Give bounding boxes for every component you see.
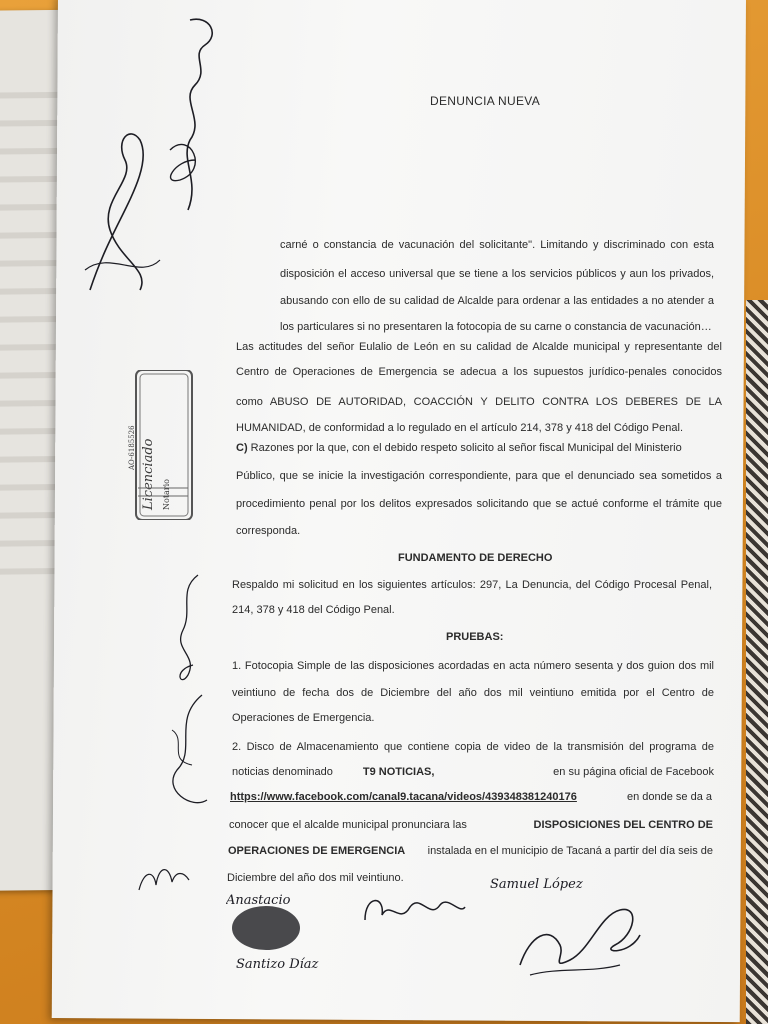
text-line: Operaciones de Emergencia. [232, 712, 375, 724]
para-label: C) [236, 442, 248, 454]
text-span: Razones por la que, con el debido respeto solicito al señor fiscal Municipal del Ministerio [247, 442, 682, 454]
text-line: disposición el acceso universal que se tiene a los servicios públicos y aun los privados, [280, 268, 714, 280]
stamp-line-1: Licenciado [141, 438, 156, 510]
emphasis-text: HUMANIDAD [236, 422, 303, 434]
text-line: 2. Disco de Almacenamiento que contiene copia de video de la transmisión del programa de [232, 741, 714, 753]
fingerprint-signature [226, 888, 366, 978]
text-line: veintiuno de fecha dos de Diciembre del año dos mil veintiuno emitida por el Centro de [232, 687, 714, 699]
section-heading-fundamento: FUNDAMENTO DE DERECHO [398, 552, 553, 564]
section-heading-pruebas: PRUEBAS: [446, 631, 504, 643]
text-span: noticias denominado [232, 766, 333, 778]
text-line [229, 818, 713, 832]
text-line [236, 421, 683, 435]
text-span: en su página oficial de Facebook [553, 766, 714, 778]
text-line: los particulares si no presentaren la fotocopia de su carne o constancia de vacunación… [280, 321, 712, 333]
emphasis-text: DISPOSICIONES DEL CENTRO DE [533, 819, 713, 831]
text-line: corresponda. [236, 525, 301, 537]
text-line: Centro de Operaciones de Emergencia se adecua a los supuestos jurídico-penales conocidos [236, 366, 722, 378]
signature-margin-1 [168, 570, 208, 690]
text-line: abusando con ello de su calidad de Alcalde para ordenar a las entidades a no atender a [280, 295, 714, 307]
signature-name-samuel: Samuel López [490, 877, 583, 892]
text-span: , de conformidad a lo regulado en el artículo 214, 378 y 418 del Código Penal. [302, 422, 683, 434]
text-line: como ABUSO DE AUTORIDAD, COACCIÓN Y DELITO CONTRA LOS DEBERES DE LA [236, 396, 722, 408]
signature-name-anastacio: Anastacio [226, 893, 291, 908]
text-line: carné o constancia de vacunación del solicitante". Limitando y discriminado con esta [280, 239, 714, 251]
text-line: 1. Fotocopia Simple de las disposiciones acordadas en acta número sesenta y dos guion dos mil [232, 660, 714, 672]
text-line [228, 844, 713, 858]
signature-left-top [80, 120, 170, 300]
stamp-line-3: Notario [162, 479, 171, 510]
text-line: Diciembre del año dos mil veintiuno. [227, 872, 404, 884]
stamp-line-2: AO-6185526 [128, 425, 136, 470]
text-line: Las actitudes del señor Eulalio de León en su calidad de Alcalde municipal y representante del [236, 341, 722, 353]
signature-name-santizo: Santizo Díaz [236, 957, 319, 972]
program-name: T9 NOTICIAS, [362, 766, 435, 778]
facebook-video-link[interactable]: https://www.facebook.com/canal9.tacana/videos/439348381240176 [230, 791, 577, 803]
text-line [232, 765, 714, 779]
text-line [230, 790, 712, 804]
text-line: procedimiento penal por los delitos expresados solicitando que se actué conforme el trámite que [236, 498, 722, 510]
text-line: Público, que se inicie la investigación correspondiente, para que el denunciado sea sometidos a [236, 470, 722, 482]
signature-bottom-right [510, 895, 650, 985]
text-span: en donde se da a [626, 791, 712, 803]
emphasis-text: OPERACIONES DE EMERGENCIA [228, 845, 406, 857]
signature-margin-2 [162, 690, 212, 820]
signature-center [360, 885, 470, 935]
text-span: instalada en el municipio de Tacaná a partir del día seis de [427, 845, 713, 857]
text-line [236, 441, 722, 455]
document-title: DENUNCIA NUEVA [430, 94, 540, 108]
text-line: Respaldo mi solicitud en los siguientes artículos: 297, La Denuncia, del Código Procesal Penal, [232, 579, 712, 591]
signature-samuel [488, 868, 648, 898]
notary-stamp [126, 370, 196, 520]
text-line: 214, 378 y 418 del Código Penal. [232, 604, 395, 616]
signature-small-left [134, 860, 194, 900]
text-span: conocer que el alcalde municipal pronunciara las [229, 819, 467, 831]
